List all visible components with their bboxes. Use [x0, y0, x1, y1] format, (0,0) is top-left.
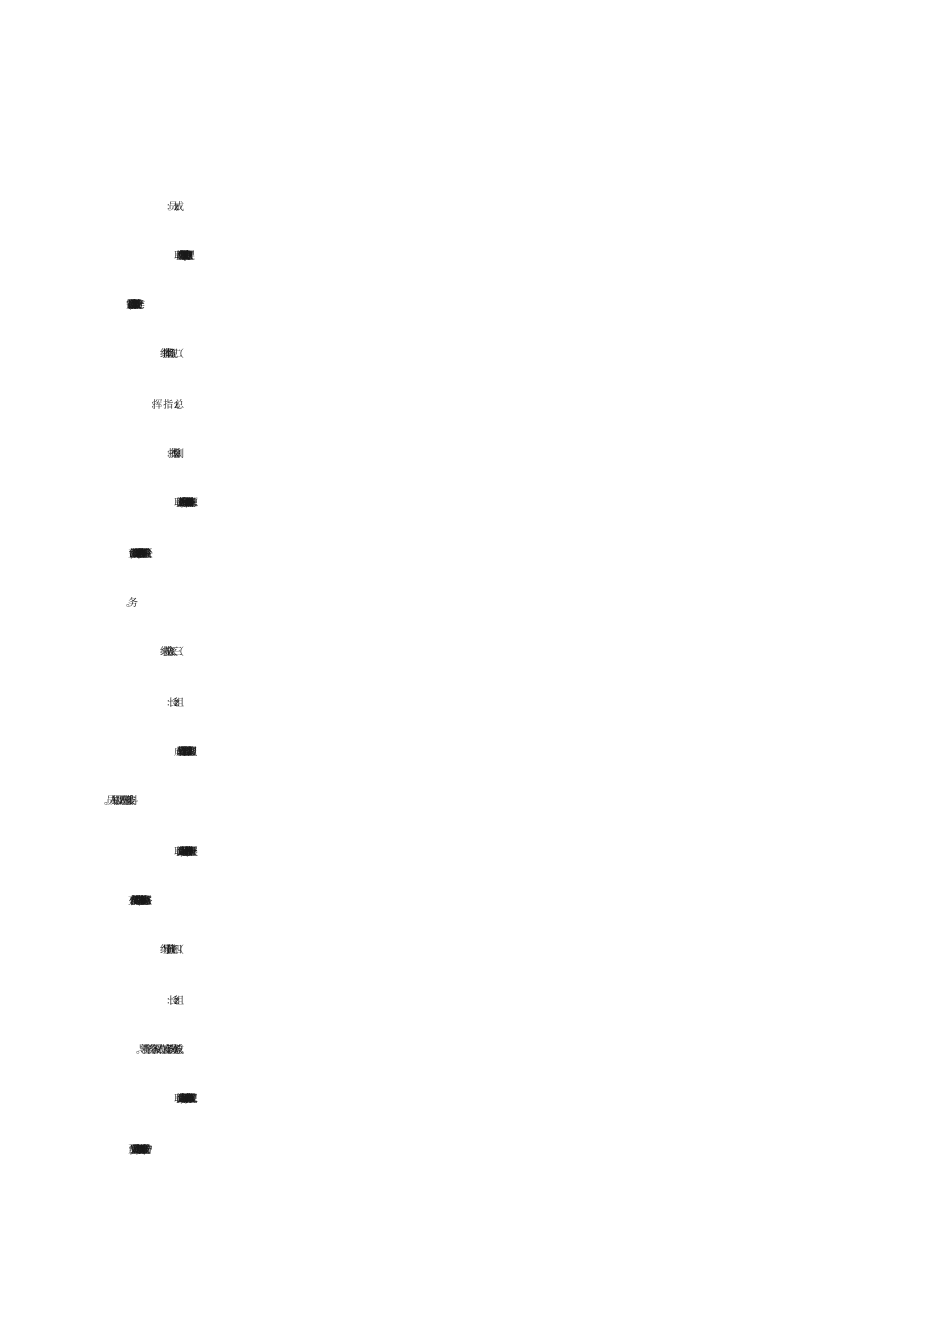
- field-label: 成 员：: [174, 747, 177, 758]
- paragraph-line: 防治结合“方针的贯彻落实，全面负责我校消防安全工作。: [128, 300, 137, 311]
- paragraph-line: 灭火自救；消防人员到达后听从现场领导指挥，主动搞好协调与联络。: [128, 896, 144, 907]
- section-heading-4: [0, 934, 950, 968]
- paragraph-line: 及学生，宣传发动、稳定人员心情，引导被围困人员开展自救和防护，: [128, 1145, 144, 1156]
- field-value: 到达火灾现场后，快速疏通消防通道，疏散围观教职工: [176, 1094, 189, 1105]
- paragraph-line: [0, 587, 950, 621]
- field-value: 下达灭火抢险命令，组织调动人员增援，协调保证水源: [176, 498, 189, 509]
- vice-commander-line: [0, 438, 950, 472]
- field-value: 政教室工作人员、学生公寓楼管员、学生公寓治理员、: [176, 747, 189, 758]
- member-line-3: [0, 1034, 950, 1068]
- member-line-1: [0, 191, 950, 225]
- section-heading-2: [0, 338, 950, 372]
- duty-line-2: [0, 487, 950, 521]
- paragraph-line: [0, 785, 950, 819]
- paragraph-line: 正常供给，调动灭火器材、逃命自救装置等，督促各行动组完成抢险任: [128, 549, 144, 560]
- field-value: 到达火灾现场后，利用现有灭火器材和设施，积极开展: [176, 847, 189, 858]
- member-line-2: [0, 736, 950, 770]
- commander-line: [0, 389, 950, 423]
- field-label: 职 责：: [174, 251, 177, 262]
- duty-line-1: [0, 240, 950, 274]
- field-label: 职 责：: [174, 847, 177, 858]
- leader-line-1: [0, 687, 950, 721]
- section-heading-3: [0, 636, 950, 670]
- field-value: 培育全体师生员工的火灾防范意识，督促“预防为主，: [176, 251, 184, 262]
- duty-line-4: [0, 1083, 950, 1117]
- duty-line-3: [0, 836, 950, 870]
- field-label: 职 责：: [174, 1094, 177, 1105]
- leader-line-2: [0, 985, 950, 1019]
- field-label: 职 责：: [174, 498, 177, 509]
